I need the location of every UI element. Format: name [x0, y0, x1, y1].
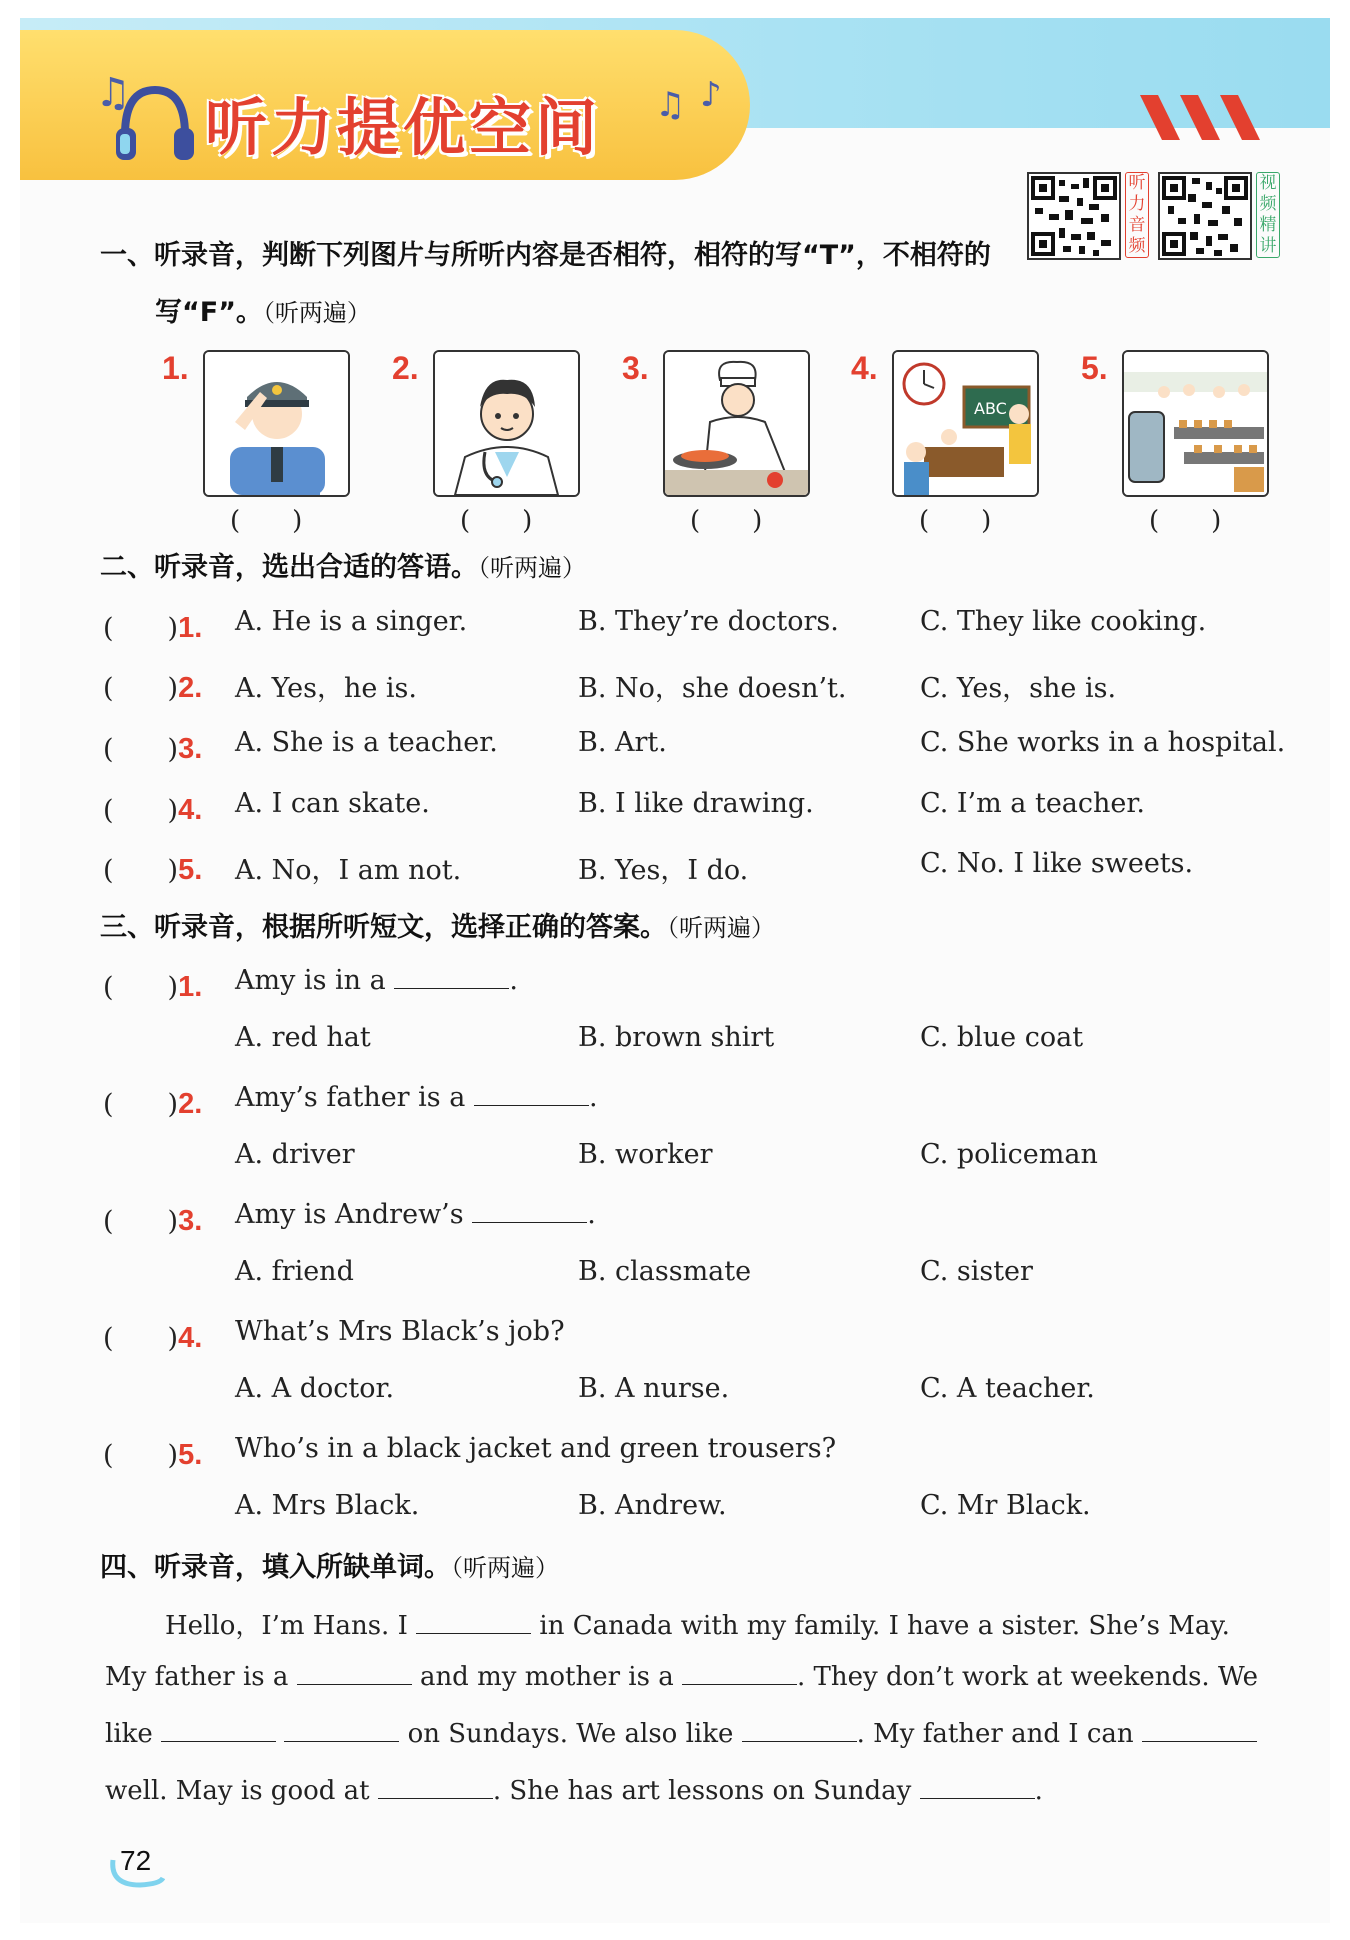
factory-icon [1124, 352, 1267, 495]
option-a: A. She is a teacher. [235, 727, 498, 758]
option-b: B. No，she doesn’t. [578, 673, 847, 704]
option-a: A. A doctor. [235, 1373, 395, 1404]
option-b: B. Andrew. [578, 1490, 727, 1521]
answer-paren[interactable]: ( ) [103, 613, 179, 644]
option-c: C. blue coat [920, 1022, 1084, 1053]
option-c: C. I’m a teacher. [920, 788, 1145, 819]
option-c: C. Yes，she is. [920, 673, 1117, 704]
option-a: A. I can skate. [235, 788, 430, 819]
qr-code-audio[interactable] [1027, 172, 1121, 260]
question-row: ( )5. [103, 1439, 203, 1471]
question-stem: What’s Mrs Black’s job? [235, 1316, 565, 1347]
option-a: A. friend [235, 1256, 354, 1287]
question-stem: Amy is in a . [235, 965, 518, 996]
page-number: 72 [120, 1845, 152, 1876]
option-a: A. Mrs Black. [235, 1490, 420, 1521]
option-a: A. red hat [235, 1022, 371, 1053]
decorative-stripes [1140, 95, 1270, 145]
fill-blank[interactable] [416, 1611, 531, 1634]
fill-blank[interactable] [394, 966, 509, 989]
option-a: A. No，I am not. [235, 855, 462, 886]
answer-blank-4[interactable]: ( ) [919, 506, 992, 536]
answer-paren[interactable]: ( ) [103, 673, 179, 704]
passage-line: My father is a and my mother is a . They don’t work at weekends. We [105, 1662, 1258, 1692]
option-c: C. They like cooking. [920, 606, 1207, 637]
picture-factory [1122, 350, 1269, 497]
option-b: B. Art. [578, 727, 667, 758]
option-b: B. They’re doctors. [578, 606, 839, 637]
passage-line: Hello，I’m Hans. I in Canada with my family. I have a sister. She’s May. [165, 1611, 1230, 1641]
option-b: B. brown shirt [578, 1022, 775, 1053]
policeman-icon [205, 352, 348, 495]
fill-blank[interactable] [682, 1662, 797, 1685]
option-c: C. A teacher. [920, 1373, 1095, 1404]
option-b: B. A nurse. [578, 1373, 730, 1404]
classroom-icon [894, 352, 1037, 495]
answer-blank-1[interactable]: ( ) [230, 506, 303, 536]
question-row: ( )3. [103, 733, 203, 765]
option-a: A. Yes，he is. [235, 673, 417, 704]
doctor-icon [435, 352, 578, 495]
answer-paren[interactable]: ( ) [103, 795, 179, 826]
picture-policeman [203, 350, 350, 497]
answer-paren[interactable]: ( ) [103, 1089, 179, 1120]
fill-blank[interactable] [472, 1200, 587, 1223]
answer-paren[interactable]: ( ) [103, 1323, 179, 1354]
question-row: ( )3. [103, 1205, 203, 1237]
question-row: ( )4. [103, 1322, 203, 1354]
option-c: C. Mr Black. [920, 1490, 1091, 1521]
music-note-icon: ♫ [655, 85, 686, 125]
question-row: ( )1. [103, 612, 203, 644]
answer-paren[interactable]: ( ) [103, 855, 179, 886]
section4-title: 四、听录音，填入所缺单词。（听两遍） [100, 1552, 559, 1583]
answer-paren[interactable]: ( ) [103, 972, 179, 1003]
answer-paren[interactable]: ( ) [103, 1206, 179, 1237]
section3-title: 三、听录音，根据所听短文，选择正确的答案。（听两遍） [100, 912, 775, 943]
picture-number: 3. [622, 350, 649, 386]
answer-blank-5[interactable]: ( ) [1149, 506, 1222, 536]
option-c: C. No. I like sweets. [920, 848, 1194, 879]
option-c: C. She works in a hospital. [920, 727, 1286, 758]
qr-label-video: 视频精讲 [1256, 172, 1280, 258]
page-title: 听力提优空间 [205, 91, 602, 164]
svg-text:ABC: ABC [974, 399, 1007, 418]
question-row: ( )4. [103, 794, 203, 826]
qr-code-video[interactable] [1158, 172, 1252, 260]
question-row: ( )2. [103, 672, 203, 704]
fill-blank[interactable] [920, 1776, 1035, 1799]
qr-label-audio: 听力音频 [1125, 172, 1149, 258]
option-a: A. driver [235, 1139, 355, 1170]
picture-number: 4. [851, 350, 878, 386]
section1-title-cont: 写“F”。（听两遍） [155, 297, 371, 328]
picture-number: 2. [392, 350, 419, 386]
passage-line: well. May is good at . She has art lessons on Sunday . [105, 1776, 1043, 1806]
answer-blank-3[interactable]: ( ) [690, 506, 763, 536]
option-b: B. I like drawing. [578, 788, 814, 819]
picture-cook [663, 350, 810, 497]
question-row: ( )1. [103, 971, 203, 1003]
answer-blank-2[interactable]: ( ) [460, 506, 533, 536]
option-b: B. classmate [578, 1256, 752, 1287]
option-b: B. Yes，I do. [578, 855, 749, 886]
section1-title: 一、听录音，判断下列图片与所听内容是否相符，相符的写“T”，不相符的 [100, 240, 991, 271]
cook-icon [665, 352, 808, 495]
option-a: A. He is a singer. [235, 606, 468, 637]
picture-number: 5. [1081, 350, 1108, 386]
question-stem: Amy is Andrew’s . [235, 1199, 596, 1230]
option-c: C. sister [920, 1256, 1033, 1287]
music-note-icon: ♫ [95, 70, 131, 116]
fill-blank[interactable] [474, 1083, 589, 1106]
music-note-icon: ♪ [700, 75, 722, 115]
question-stem: Who’s in a black jacket and green trousers? [235, 1433, 837, 1464]
question-stem: Amy’s father is a . [235, 1082, 598, 1113]
answer-paren[interactable]: ( ) [103, 1440, 179, 1471]
option-b: B. worker [578, 1139, 713, 1170]
fill-blank[interactable] [378, 1776, 493, 1799]
fill-blank[interactable] [742, 1719, 857, 1742]
fill-blank[interactable] [297, 1662, 412, 1685]
question-row: ( )5. [103, 854, 203, 886]
fill-blank[interactable] [1142, 1719, 1257, 1742]
picture-doctor [433, 350, 580, 497]
fill-blank[interactable] [161, 1719, 276, 1742]
option-c: C. policeman [920, 1139, 1098, 1170]
answer-paren[interactable]: ( ) [103, 734, 179, 765]
passage-line: like on Sundays. We also like . My father and I can [105, 1719, 1257, 1749]
question-row: ( )2. [103, 1088, 203, 1120]
picture-classroom [892, 350, 1039, 497]
picture-number: 1. [162, 350, 189, 386]
fill-blank[interactable] [284, 1719, 399, 1742]
section2-title: 二、听录音，选出合适的答语。（听两遍） [100, 552, 586, 583]
